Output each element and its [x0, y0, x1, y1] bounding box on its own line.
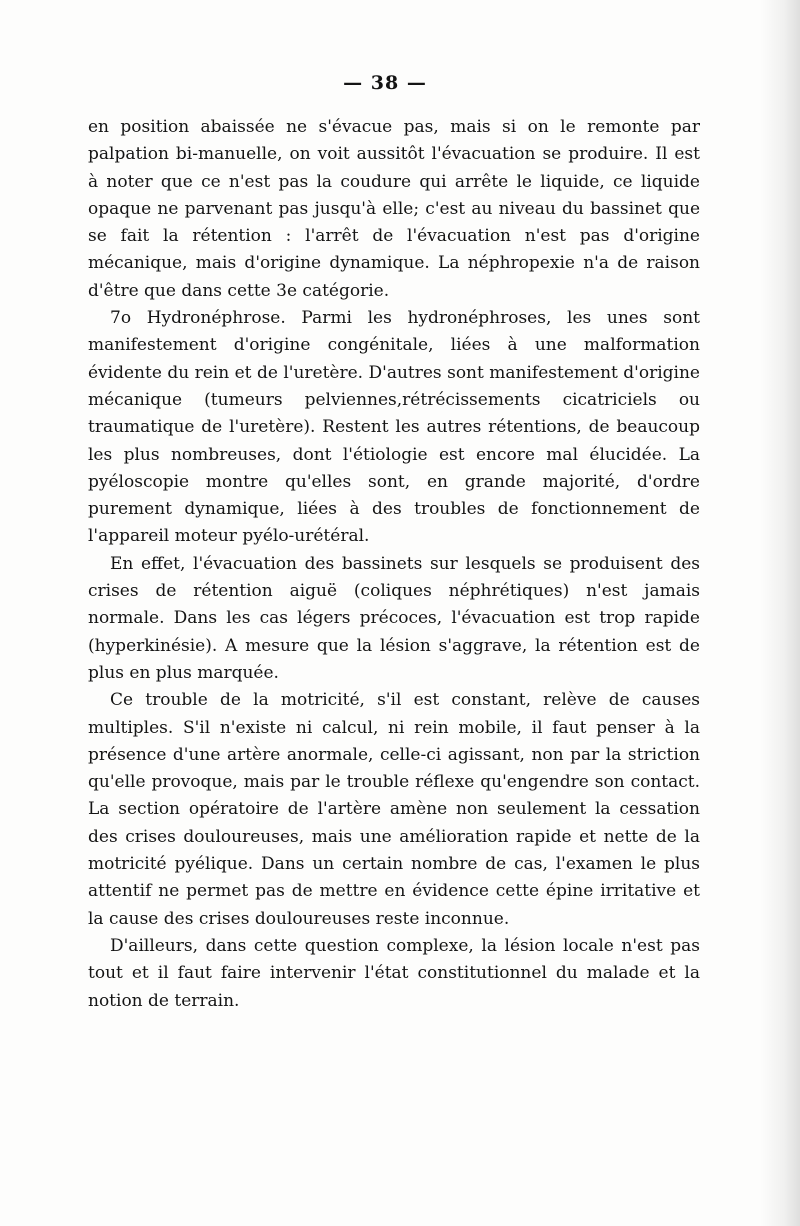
paragraph-2: 7o Hydronéphrose. Parmi les hydronéphroses, les unes sont manifestement d'origine congénitale, liées à une malformation évidente du rein et de l'uretère. D'autres sont manifestement d'origine mécanique (tumeurs pelviennes,rétrécissements cicatriciels ou traumatique de l'uretère). Restent les autres rétentions, de beaucoup les plus nombreuses, dont l'étiologie est encore mal élucidée. La pyéloscopie montre qu'elles sont, en grande majorité, d'ordre purement dynamique, liées à des troubles de fonctionnement de l'appareil moteur pyélo-urétéral. [88, 308, 700, 547]
page-number: — 38 — [343, 72, 427, 94]
paragraph-4: Ce trouble de la motricité, s'il est constant, relève de causes multiples. S'il n'existe ni calcul, ni rein mobile, il faut penser à la présence d'une artère anormale, celle-ci agissant, non par la striction qu'elle provoque, mais par le trouble réflexe qu'engendre son contact. La section opératoire de l'artère amène non seulement la cessation des crises douloureuses, mais une amélioration rapide et nette de la motricité pyélique. Dans un certain nombre de cas, l'examen le plus attentif ne permet pas de mettre en évidence cette épine irritative et la cause des crises douloureuses reste inconnue. [88, 690, 700, 929]
paragraph-5: D'ailleurs, dans cette question complexe, la lésion locale n'est pas tout et il faut faire intervenir l'état constitutionnel du malade et la notion de terrain. [88, 935, 700, 1011]
paragraph-3: En effet, l'évacuation des bassinets sur lesquels se produisent des crises de rétention aiguë (coliques néphrétiques) n'est jamais normale. Dans les cas légers précoces, l'évacuation est trop rapide (hyperkinésie). A mesure que la lésion s'aggrave, la rétention est de plus en plus marquée. [88, 553, 700, 683]
page-edge-shadow [760, 0, 800, 1226]
body-text [88, 114, 700, 1015]
paragraph-1: en position abaissée ne s'évacue pas, mais si on le remonte par palpation bi-manuelle, on voit aussitôt l'évacuation se produire. Il est à noter que ce n'est pas la coudure qui arrête le liquide, ce liquide opaque ne parvenant pas jusqu'à elle; c'est au niveau du bassinet que se fait la rétention : l'arrêt de l'évacuation n'est pas d'origine mécanique, mais d'origine dynamique. La néphropexie n'a de raison d'être que dans cette 3e catégorie. [88, 117, 700, 301]
